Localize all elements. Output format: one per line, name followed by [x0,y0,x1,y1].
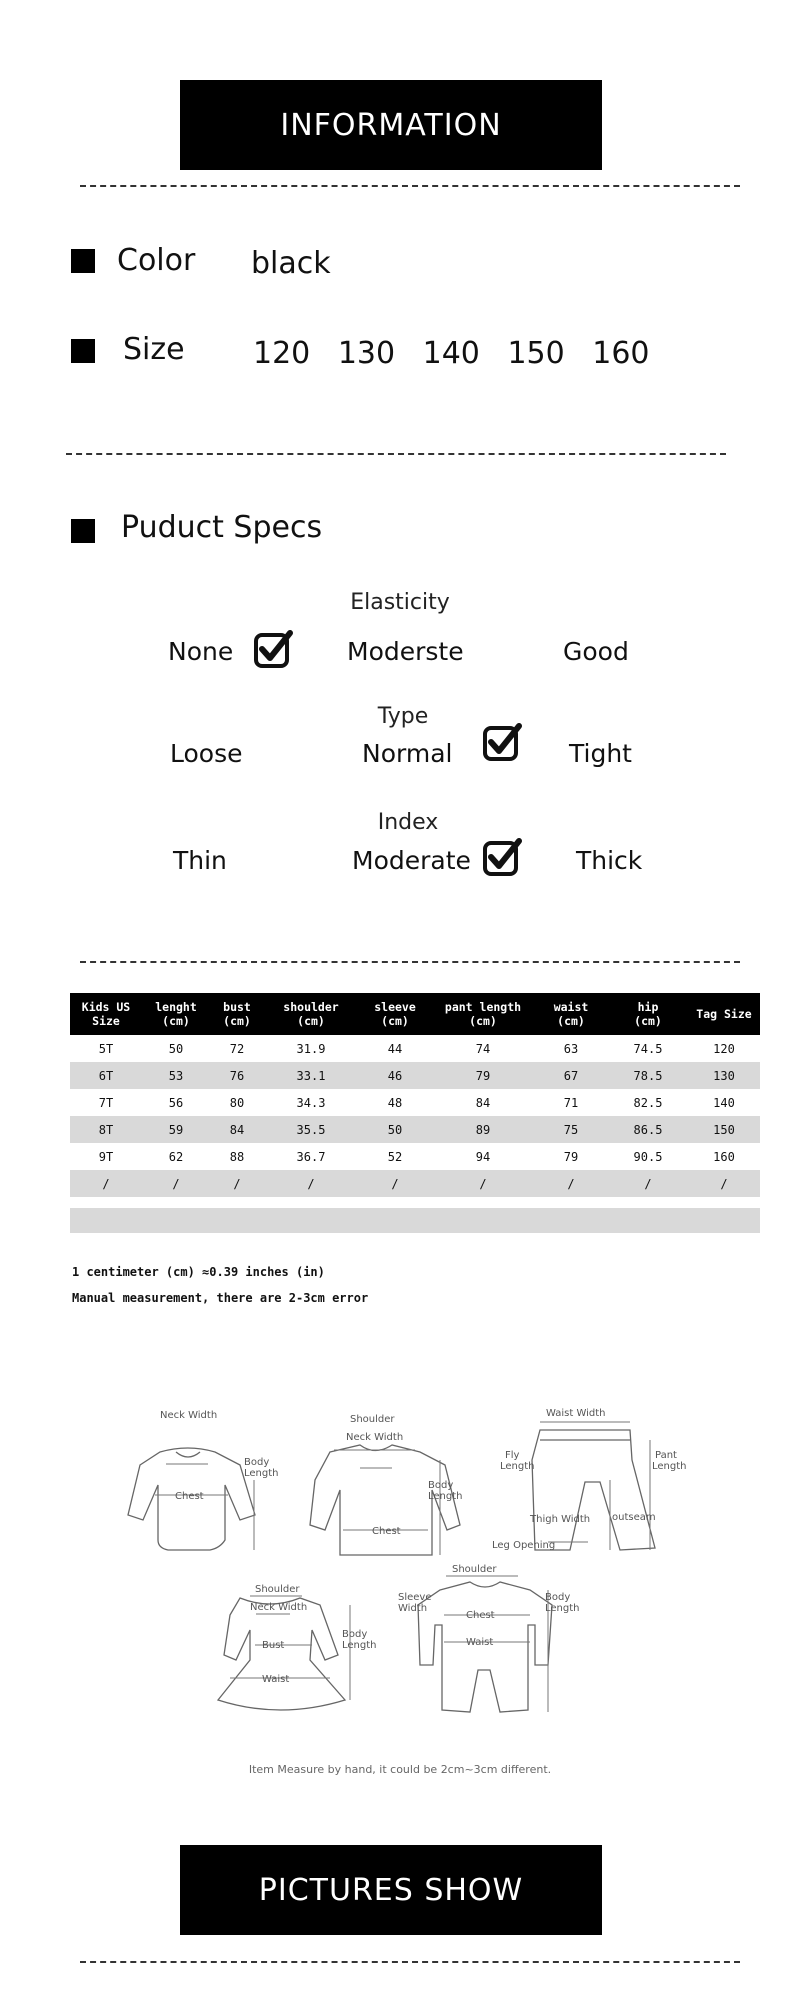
table-cell: / [210,1170,264,1197]
size-values [253,336,668,371]
size-option: 120 [253,336,311,371]
table-cell: 86.5 [608,1116,688,1143]
table-cell: 50 [168,1041,184,1056]
size-option: 140 [422,336,480,371]
label-waist: Waist [262,1674,290,1685]
table-cell: 5T [98,1041,114,1056]
table-cell: 150 [688,1116,760,1143]
elasticity-title: Elasticity [350,590,450,615]
elasticity-option-none: None [168,637,234,666]
size-table [70,993,760,1197]
label-shoulder: Shoulder [350,1414,395,1425]
table-cell: / [70,1170,142,1197]
index-option-thick: Thick [576,846,643,875]
table-header-row [70,993,760,1035]
label-outseam: outseam [612,1512,656,1523]
table-footer-band [70,1208,760,1233]
table-cell: 120 [713,1041,735,1056]
label-pant: Pant [655,1450,677,1461]
size-option: 150 [507,336,565,371]
table-cell: / [608,1170,688,1197]
table-cell: 6T [70,1062,142,1089]
diagram-caption: Item Measure by hand, it could be 2cm~3cm different. [248,1763,552,1776]
label-length: Length [428,1491,463,1502]
table-cell: 34.3 [296,1095,326,1110]
header-pant-length: pant length (cm) [432,993,534,1035]
header-bust: bust (cm) [210,993,264,1035]
color-value: black [251,246,331,281]
table-cell: 31.9 [296,1041,326,1056]
table-cell: 62 [168,1149,184,1164]
elasticity-option-moderate: Moderste [347,637,464,666]
table-cell: 72 [229,1041,245,1056]
divider [80,185,740,187]
label-width: Width [398,1603,428,1614]
size-option: 160 [592,336,650,371]
table-cell: 44 [387,1041,403,1056]
table-cell: 48 [387,1095,403,1110]
label-body: Body [545,1592,571,1603]
table-cell: 74.5 [633,1041,663,1056]
table-row [70,1062,760,1089]
table-cell: / [432,1170,534,1197]
information-title: INFORMATION [280,107,502,143]
size-table-body [70,1035,760,1197]
measurement-diagram [0,1400,800,1750]
information-banner [180,80,602,170]
bullet-square-icon [71,339,95,363]
table-row [70,1116,760,1143]
type-option-loose: Loose [170,739,243,768]
index-option-moderate: Moderate [352,846,471,875]
label-neck-width: Neck Width [160,1410,218,1421]
table-cell: 79 [432,1062,534,1089]
table-cell: 88 [229,1149,245,1164]
table-cell: 74 [475,1041,491,1056]
table-cell: 8T [70,1116,142,1143]
table-row [70,1035,760,1062]
divider [80,1961,740,1963]
bullet-square-icon [71,249,95,273]
elasticity-option-good: Good [563,637,629,666]
checkbox-checked-icon [482,723,522,763]
table-cell: 160 [713,1149,735,1164]
table-cell: 79 [563,1149,579,1164]
pictures-show-banner [180,1845,602,1935]
label-length: Length [545,1603,580,1614]
table-cell: 130 [688,1062,760,1089]
pictures-show-title: PICTURES SHOW [258,1872,524,1908]
table-cell: 80 [229,1095,245,1110]
label-length: Length [500,1461,535,1472]
header-waist: waist (cm) [534,993,608,1035]
label-length: Length [652,1461,687,1472]
table-cell: 84 [475,1095,491,1110]
label-waist: Waist [466,1637,494,1648]
measurement-error-note: Manual measurement, there are 2-3cm error [72,1291,369,1305]
table-cell: 82.5 [633,1095,663,1110]
header-shoulder: shoulder (cm) [264,993,358,1035]
table-cell: 35.5 [264,1116,358,1143]
size-label: Size [123,332,185,367]
checkbox-checked-icon [482,838,522,878]
table-cell: 50 [358,1116,432,1143]
bullet-square-icon [71,519,95,543]
label-chest: Chest [175,1491,204,1502]
table-cell: 78.5 [608,1062,688,1089]
table-cell: / [142,1170,210,1197]
table-cell: / [358,1170,432,1197]
table-cell: 9T [98,1149,114,1164]
table-cell: / [688,1170,760,1197]
label-leg-opening: Leg Opening [492,1540,556,1551]
label-fly: Fly [505,1450,520,1461]
label-shoulder: Shoulder [452,1564,497,1575]
header-kids-us-size: Kids US Size [70,993,142,1035]
divider [66,453,726,455]
table-cell: 36.7 [296,1149,326,1164]
table-cell: 56 [168,1095,184,1110]
table-cell: 84 [210,1116,264,1143]
type-title: Type [377,704,429,729]
table-cell: 89 [432,1116,534,1143]
table-cell: 71 [563,1095,579,1110]
header-sleeve: sleeve (cm) [358,993,432,1035]
conversion-note: 1 centimeter (cm) ≈0.39 inches (in) [72,1265,325,1279]
header-tag-size: Tag Size [688,993,760,1035]
table-cell: / [264,1170,358,1197]
label-chest: Chest [466,1610,495,1621]
table-cell: 140 [713,1095,735,1110]
table-cell: 53 [142,1062,210,1089]
label-length: Length [342,1640,377,1651]
checkbox-checked-icon [253,630,293,670]
table-cell: 90.5 [633,1149,663,1164]
table-cell: 63 [563,1041,579,1056]
label-sleeve: Sleeve [398,1592,432,1603]
table-cell: / [534,1170,608,1197]
color-label: Color [117,243,196,278]
index-option-thin: Thin [173,846,227,875]
table-cell: 67 [534,1062,608,1089]
divider [80,961,740,963]
index-title: Index [377,810,439,835]
header-length: lenght (cm) [142,993,210,1035]
specs-title: Puduct Specs [121,510,323,545]
table-cell: 75 [534,1116,608,1143]
table-cell: 46 [358,1062,432,1089]
table-cell: 76 [210,1062,264,1089]
label-thigh-width: Thigh Width [530,1514,591,1525]
label-neck-width: Neck Width [250,1602,308,1613]
label-waist-width: Waist Width [546,1408,606,1419]
table-row [70,1143,760,1170]
label-neck-width: Neck Width [346,1432,404,1443]
table-cell: 59 [142,1116,210,1143]
table-cell: 94 [475,1149,491,1164]
header-hip: hip (cm) [608,993,688,1035]
label-body: Body [342,1629,368,1640]
table-cell: 7T [98,1095,114,1110]
label-shoulder: Shoulder [255,1584,300,1595]
label-chest: Chest [372,1526,401,1537]
label-body: Body [244,1457,270,1468]
table-row [70,1089,760,1116]
size-option: 130 [337,336,396,371]
type-option-tight: Tight [569,739,632,768]
table-row [70,1170,760,1197]
label-length: Length [244,1468,279,1479]
label-bust: Bust [262,1640,285,1651]
table-cell: 52 [387,1149,403,1164]
label-body: Body [428,1480,454,1491]
table-cell: 33.1 [264,1062,358,1089]
type-option-normal: Normal [362,739,453,768]
